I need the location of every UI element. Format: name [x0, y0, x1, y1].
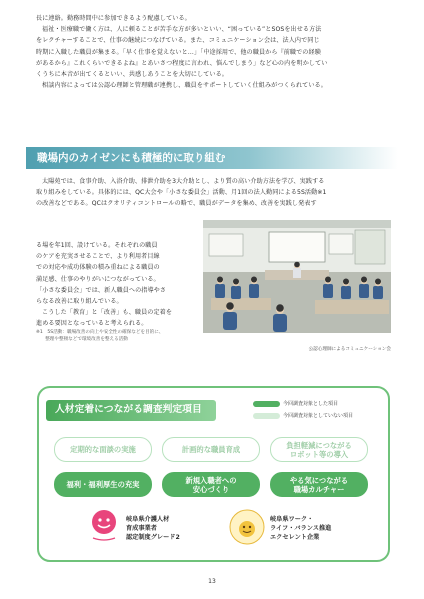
legend-label-excluded: 今回調査対象としていない項目: [283, 413, 354, 419]
body-line: こうした「教育」と「改善」も、職員の定着を: [42, 309, 173, 317]
work-life-balance-logo: [228, 508, 266, 546]
panel-title-bar: [46, 400, 216, 421]
item-label: [286, 441, 352, 459]
intro-line: 長に連絡。勤務時間中に参加できるよう配慮している。: [36, 15, 191, 22]
section-title: 職場内のカイゼンにも積極的に取り組む: [37, 152, 226, 164]
intro-line: 相談内容によっては公認心理師と管理職が連携し、職員をサポートしていく仕組みがつくられている。: [42, 82, 327, 90]
intro-line: をレクチャーすることで、仕事の継続につなげている。また、コミュニケーション会は、法人内で同じ: [36, 37, 320, 45]
item-label-line: 負担軽減につながる: [286, 440, 352, 450]
badge-line: 岐阜県介護人材: [126, 516, 170, 523]
item-label-line: ロボット等の導入: [289, 449, 349, 459]
body-line: 太陽苑では、食事介助、入浴介助、排泄介助を3大介助とし、より質の高い介助方法を学び、実践する: [42, 178, 325, 185]
badge-line: 岐阜県ワーク・: [270, 516, 314, 523]
work-life-balance-text: [270, 515, 331, 542]
body-line: での対応や成功体験の積み重ねによる職員の: [36, 264, 160, 272]
badge-line: 育成事業者: [126, 525, 157, 532]
item-regular-interviews: [54, 437, 152, 462]
body-line: る場を年1回、設けている。それぞれの職員: [36, 242, 158, 249]
meeting-photo-illustration: [203, 220, 391, 333]
badge-line: エクセレント企業: [270, 534, 320, 541]
body-line: の改善などである。QCはクオリティコントロールの略で、職員がデータを集め、改善を実践し発表す: [36, 200, 317, 208]
item-planned-training: [162, 437, 260, 462]
body-line: 満足感、仕事のやりがいにつながっている。: [36, 275, 160, 283]
item-label-line: 安心づくり: [192, 484, 230, 494]
legend-label-included: 今回調査対象とした項目: [283, 401, 339, 407]
badge-line: ライフ・バランス推進: [270, 525, 332, 532]
body-paragraph-left: [36, 240, 198, 330]
meeting-photo: [203, 220, 391, 333]
body-line: 「小さな委員会」では、新人職員への指導やさ: [36, 286, 167, 294]
intro-line: 福祉・医療職で働く方は、人に頼ることが苦手な方が多いといい、“困っている”とSOSを出せる方法: [42, 26, 322, 34]
item-label-line: やる気につながる: [289, 475, 349, 485]
item-welfare-benefits: [54, 472, 152, 497]
item-robot-introduction: [270, 437, 368, 462]
photo-caption: 公認心理師によるコミュニケーション会: [308, 347, 391, 352]
footnote-line: 整理や整頓などで環境改善を整える活動: [36, 337, 128, 343]
item-label: 計画的な職員育成: [181, 445, 241, 454]
body-line: らなる改善に取り組んでいる。: [36, 298, 123, 306]
body-paragraph-top: [36, 176, 398, 210]
care-certification-logo: [87, 508, 121, 542]
item-label-line: 新規入職者への: [185, 475, 237, 485]
item-workplace-culture: [270, 472, 368, 497]
panel-title: 人材定着につながる調査判定項目: [55, 404, 202, 415]
care-certification-text: [126, 515, 180, 542]
item-label-line: 職場カルチャー: [293, 484, 345, 494]
footnote-line: ※1 5S活動：職場改善の向上や安全性の確保などを目的に、: [36, 330, 164, 335]
body-line: 進める要因となっていると考えられる。: [36, 320, 148, 328]
page-number: 13: [208, 578, 216, 585]
intro-paragraph: [36, 13, 394, 91]
item-label: [185, 476, 236, 494]
footnote: [36, 329, 196, 344]
item-new-hire-support: [162, 472, 260, 497]
body-line: のケアを充実させることで、より利用者目線: [36, 253, 160, 261]
intro-line: くうちに本音が出てくるといい、共感しあうことを大切にしている。: [36, 71, 229, 79]
body-line: 取り組みをしている。具体的には、QC大会や「小さな委員会」活動、月1回の法人勤同による5S活動※1: [36, 189, 327, 197]
badge-line: 認定制度グレード2: [126, 534, 180, 541]
item-label: 福利・福利厚生の充実: [66, 480, 140, 489]
item-label: [290, 476, 348, 494]
intro-line: があるから』これくらいできるよね』とあいさつ程度に言われ、悩んでしまう」など心の内を明かしてい: [36, 59, 328, 67]
legend-swatch-included: [253, 401, 280, 407]
item-label: 定期的な面談の実施: [70, 445, 136, 454]
legend-swatch-excluded: [253, 413, 280, 419]
intro-line: 時期に入職した職員が集まる。「早く仕事を覚えないと…」「中途採用で、他の職員から『前職での経験: [36, 48, 321, 56]
section-heading-bar: [26, 147, 398, 169]
